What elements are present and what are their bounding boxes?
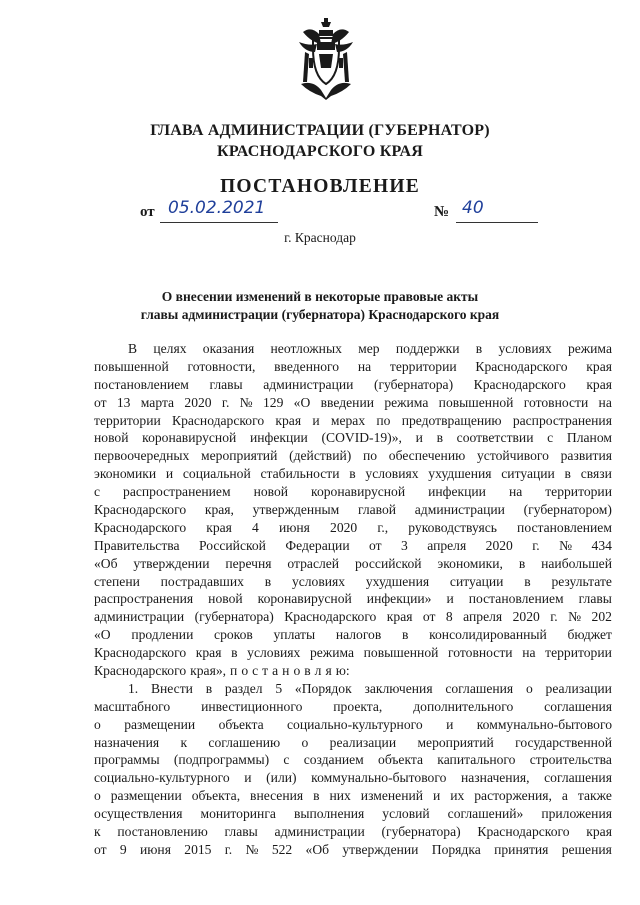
number-underline [456, 222, 538, 223]
body-line: от 9 июня 2015 г. № 522 «Об утверждении Порядка принятия решения [94, 841, 612, 857]
body-line: администрации (губернатора) Краснодарского края от 8 апреля 2020 г. № 202 [94, 609, 612, 625]
body-line: 1. Внести в раздел 5 «Порядок заключения соглашения о реализации [128, 680, 612, 696]
body-line: масштабного инвестиционного проекта, дополнительного соглашения [94, 698, 612, 714]
number-value: 40 [462, 198, 484, 218]
body-line: повышенной готовности, введенного на территории Краснодарского края [94, 358, 612, 374]
body-line: социально-культурного и (или) коммунально-бытового назначения, соглашения [94, 770, 612, 786]
body-line: к постановлению главы администрации (губернатора) Краснодарского края [94, 824, 612, 840]
body-line: назначения к соглашению о реализации мероприятий государственной [94, 734, 612, 750]
number-label: № [434, 204, 450, 220]
body-line: «Об утверждении перечня отраслей российской экономики, в наибольшей [94, 555, 612, 571]
date-underline [160, 222, 278, 223]
org-title-line2: КРАСНОДАРСКОГО КРАЯ [217, 143, 423, 160]
body-line: о размещении объекта социально-культурного и коммунально-бытового [94, 716, 612, 732]
body-line: экономики и социальной стабильности в условиях ухудшения ситуации в связи [94, 466, 612, 482]
body-line: степени пострадавших в условиях ухудшения ситуации в результате [94, 573, 612, 589]
body-line: Краснодарского края в условиях режима повышенной готовности на территории [94, 645, 612, 661]
date-label: от [140, 204, 155, 220]
city: г. Краснодар [284, 230, 356, 245]
body-line: Краснодарского края», п о с т а н о в л я ю: [94, 663, 350, 679]
body-line: новой коронавирусной инфекции (COVID-19)», и в соответствии с Планом [94, 430, 612, 446]
coat-of-arms-icon [297, 18, 355, 102]
body-line: осуществления мониторинга выполнения условий соглашений» приложения [94, 806, 612, 822]
org-title-line1: ГЛАВА АДМИНИСТРАЦИИ (ГУБЕРНАТОР) [150, 122, 490, 139]
body-line: с распространением новой коронавирусной инфекции на территории [94, 484, 612, 500]
body-line: Краснодарского края 4 июня 2020 г., руководствуясь постановлением [94, 519, 612, 535]
body-line: Правительства Российской Федерации от 3 апреля 2020 г. № 434 [94, 537, 612, 553]
body-line: территории Краснодарского края и мерах по предотвращению распространения [94, 412, 612, 428]
doc-title-line1: О внесении изменений в некоторые правовые акты [161, 289, 479, 304]
body-line: о размещении объекта, внесения в них изменений и их расторжения, а также [94, 788, 612, 804]
body-line: программы (подпрограммы) с созданием объекта капитального строительства [94, 752, 612, 768]
body-line: Краснодарского края, утвержденным главой администрации (губернатором) [94, 502, 612, 518]
body-line: «О продлении сроков уплаты налогов в консолидированный бюджет [94, 627, 612, 643]
body-line: первоочередных мероприятий (действий) по обеспечению устойчивого развития [94, 448, 612, 464]
document-body [94, 340, 612, 859]
body-line: распространения новой коронавирусной инфекции» и постановлением главы [94, 591, 612, 607]
doc-title-line2: главы администрации (губернатора) Краснодарского края [140, 307, 500, 322]
document-type: ПОСТАНОВЛЕНИЕ [220, 176, 420, 197]
body-line: В целях оказания неотложных мер поддержки в условиях режима [128, 341, 612, 356]
body-line: от 13 марта 2020 г. № 129 «О введении режима повышенной готовности на [94, 394, 612, 410]
date-value: 05.02.2021 [168, 198, 266, 218]
body-line: постановлением главы администрации (губернатора) Краснодарского края [94, 376, 612, 392]
